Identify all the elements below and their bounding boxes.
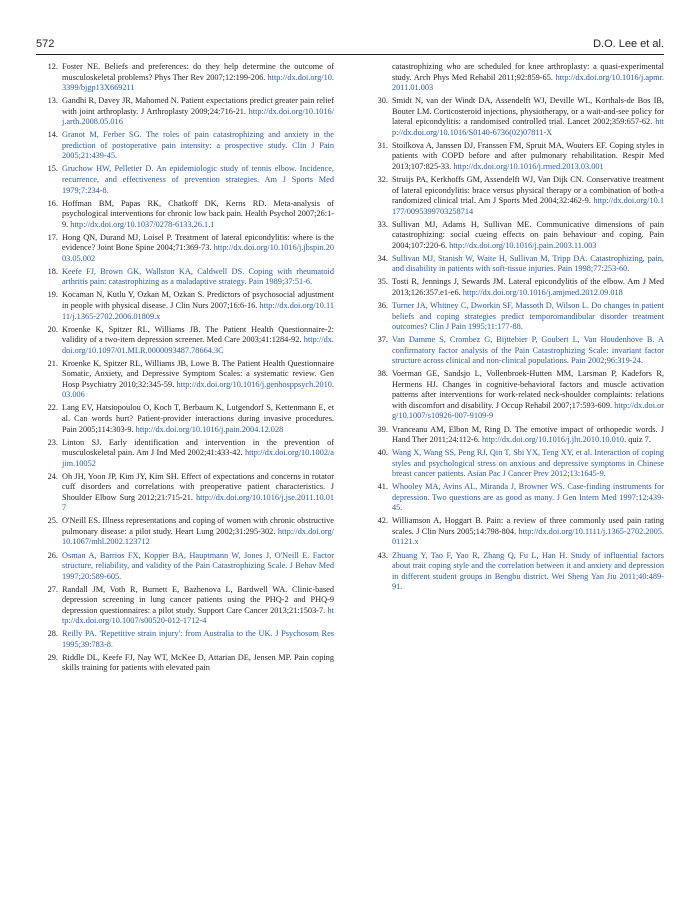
reference-item xyxy=(366,175,664,217)
reference-item xyxy=(366,516,664,548)
reference-item[interactable] xyxy=(36,629,334,650)
reference-text: Sullivan MJ, Stanish W, Waite H, Sullivan M, Tripp DA. Catastrophizing, pain, and disability in patients with soft-tissue injuries. Pain 1998;77:253-60. xyxy=(392,253,664,274)
reference-text: Osman A, Barrios FX, Kopper BA, Hauptmann W, Jones J, O'Neill E. Factor structure, reliability, and validity of the Pain Catastrophizing Scale. J Behav Med 1997;20:589-605. xyxy=(62,550,334,581)
reference-number: 35. xyxy=(377,277,388,287)
reference-item xyxy=(36,359,334,401)
doi-link[interactable]: http://dx.doi.org/10.1111/j.1365-2702.2006.01809.x xyxy=(62,300,334,321)
reference-number: 38. xyxy=(377,369,388,379)
page-number: 572 xyxy=(36,38,55,50)
doi-link[interactable]: http://dx.doi.org/10.1097/01.MLR.0000093487.78664.3C xyxy=(62,335,334,355)
reference-number: 39. xyxy=(377,424,388,434)
doi-link[interactable]: http://dx.doi.org/10.1007/s00520-012-1712-4 xyxy=(62,605,334,626)
reference-text: Kroenke K, Spitzer RL, Williams JB, Lowe B. The Patient Health Questionnaire Somatic, Anxiety, and Depressive Symptom Scales: a systematic review. Gen Hosp Psychiatry 2010;32:345-59. xyxy=(62,358,334,389)
reference-number: 41. xyxy=(377,482,388,492)
reference-number: 29. xyxy=(47,652,58,662)
doi-link[interactable]: http://dx.doi.org/10.1016/j.jbspin.2003.05.002 xyxy=(62,243,334,263)
reference-item[interactable] xyxy=(36,130,334,162)
reference-text: Foster NE. Beliefs and preferences: do they help determine the outcome of musculoskeletal problems? Phys Ther Rev 2007;12:199-206. xyxy=(62,62,334,82)
references-column-left xyxy=(36,62,334,677)
reference-text: Gandhi R, Davey JR, Mahomed N. Patient expectations predict greater pain relief with joint arthroplasty. J Arthroplasty 2009;24:716-21. xyxy=(62,96,334,116)
reference-text: Zhuang Y, Tao F, Yao R, Zhang Q, Fu L, Han H. Study of influential factors about trait coping style and the correlation between it and anxiety and depression in different student groups in Bengbu district. Wei Sheng Yan Jiu 2011;40:489-91. xyxy=(392,550,664,592)
reference-item xyxy=(36,472,334,514)
reference-item xyxy=(366,425,664,446)
reference-item xyxy=(366,369,664,422)
reference-text: Randall JM, Voth R, Burnett E, Bazhenova L, Bardwell WA. Clinic-based depression screening in lung cancer patients using the PHQ-2 and PHQ-9 depression questionnaires: a pilot study. Support Care Cancer 2013;21:1503-7. xyxy=(62,584,334,615)
reference-number: 23. xyxy=(47,437,58,447)
doi-link[interactable]: http://dx.doi.org/10.1016/j.pain.2003.11.003 xyxy=(449,240,597,250)
reference-text: Riddle DL, Keefe FJ, Nay WT, McKee D, Attarian DE, Jensen MP. Pain coping skills training for patients with elevated pain xyxy=(62,652,334,673)
reference-number: 12. xyxy=(47,62,58,71)
reference-item[interactable] xyxy=(366,448,664,480)
reference-item xyxy=(36,403,334,435)
reference-text: Turner JA, Whitney C, Dworkin SF, Massoth D, Wilson L. Do changes in patient beliefs and coping strategies predict temporomandibular disorder treatment outcomes? Clin J Pain 1995;11:177-88. xyxy=(392,300,664,332)
doi-link[interactable]: http://dx.doi.org/10.1007/s10926-007-9109-9 xyxy=(392,400,664,421)
doi-link[interactable]: http://dx.doi.org/10.1016/j.genhosppsych.2010.03.006 xyxy=(62,379,334,400)
reference-item xyxy=(36,290,334,322)
reference-number: 18. xyxy=(47,266,58,276)
reference-number: 42. xyxy=(377,516,388,526)
reference-number: 21. xyxy=(47,358,58,368)
reference-text: Hoffman BM, Papas RK, Chatkoff DK, Kerns RD. Meta-analysis of psychological interventions for chronic low back pain. Health Psychol 2007;26:1-9. xyxy=(62,198,334,229)
reference-number: 31. xyxy=(377,140,388,150)
reference-text: Oh JH, Yoon JP, Kim JY, Kim SH. Effect of expectations and concerns in rotator cuff disorders and correlations with preoperative patient characteristics. J Shoulder Elbow Surg 2012;21:715-21. xyxy=(62,471,334,502)
reference-text: Sullivan MJ, Adams H, Sullivan ME. Communicative dimensions of pain catastrophizing: social cueing effects on pain behaviour and coping. Pain 2004;107:220-6. xyxy=(392,219,664,250)
reference-text: Voerman GE, Sandsjo L, Vollenbroek-Hutten MM, Larsman P, Kadefors R, Hermens HJ. Changes in cognitive-behavioral factors and muscle activation patterns after interventions for work-related neck-shoulder complaints: relations with discomfort and disability. J Occup Rehabil 2007;17:593-609. xyxy=(392,369,664,410)
reference-item[interactable] xyxy=(366,301,664,333)
reference-number: 43. xyxy=(377,550,388,560)
reference-item xyxy=(36,199,334,231)
reference-number: 15. xyxy=(47,164,58,174)
reference-item[interactable] xyxy=(366,254,664,275)
reference-text: Tosti R, Jennings J, Sewards JM. Lateral epicondylitis of the elbow. Am J Med 2013;126:357.e1-e6. xyxy=(392,277,664,297)
reference-item xyxy=(36,233,334,265)
reference-number: 20. xyxy=(47,324,58,334)
reference-item[interactable] xyxy=(366,551,664,593)
doi-link[interactable]: http://dx.doi.org/10.3399/bjgp13X669211 xyxy=(62,72,334,93)
reference-number: 34. xyxy=(377,253,388,263)
reference-item xyxy=(36,325,334,357)
reference-text: Keefe FJ, Brown GK, Wallston KA, Caldwell DS. Coping with rheumatoid arthritis pain: catastrophizing as a maladaptive strategy. Pain 1989;37:51-6. xyxy=(62,266,334,287)
reference-item xyxy=(366,141,664,173)
reference-number: 36. xyxy=(377,300,388,310)
doi-link[interactable]: http://dx.doi.org/10.1037/0278-6133.26.1.1 xyxy=(70,219,215,229)
reference-text: Granot M, Ferber SG. The roles of pain catastrophizing and anxiety in the prediction of postoperative pain intensity: a prospective study. Clin J Pain 2005;21:439-45. xyxy=(62,130,334,161)
reference-text: Lang EV, Hatsiopoulou O, Koch T, Berbaum K, Lutgendorf S, Kettenmann E, et al. Can words hurt? Patient-provider interactions during invasive procedures. Pain 2005;114:303-9. xyxy=(62,403,334,434)
reference-number: 24. xyxy=(47,471,58,481)
reference-text: Vranceanu AM, Elbon M, Ring D. The emotive impact of orthopedic words. J Hand Ther 2011;24:112-6. xyxy=(392,424,664,445)
reference-text: catastrophizing who are scheduled for knee arthroplasty: a quasi-experimental study. Arch Phys Med Rehabil 2011;92:859-65. xyxy=(392,62,664,82)
reference-number: 30. xyxy=(377,96,388,106)
doi-link[interactable]: http://dx.doi.org/10.1177/0095399703258714 xyxy=(392,196,664,216)
reference-number: 16. xyxy=(47,198,58,208)
reference-text: Kroenke K, Spitzer RL, Williams JB. The Patient Health Questionnaire-2: validity of a two-item depression screener. Med Care 2003;41:1284-92. xyxy=(62,324,334,345)
reference-text: Van Damme S, Crombez G, Bijttebier P, Goubert L, Van Houdenhove B. A confirmatory factor analysis of the Pain Catastrophizing Scale: invariant factor structure across clinical and non-clinical populations. Pain 2002;96:319-24. xyxy=(392,335,664,366)
reference-text: Reilly PA. 'Repetitive strain injury': from Australia to the UK. J Psychosom Res 1995;39:783-8. xyxy=(62,629,334,649)
reference-item[interactable] xyxy=(36,551,334,583)
doi-link[interactable]: http://dx.doi.org/10.1111/j.1365-2702.2005.01121.x xyxy=(392,526,664,547)
reference-item xyxy=(36,516,334,548)
reference-number: 40. xyxy=(377,448,388,458)
reference-number: 22. xyxy=(47,403,58,413)
reference-item xyxy=(366,62,664,94)
reference-item xyxy=(36,96,334,128)
doi-link[interactable]: http://dx.doi.org/10.1016/j.arth.2008.05.016 xyxy=(62,106,334,127)
reference-number: 17. xyxy=(47,232,58,242)
reference-text: Hong QN, Durand MJ, Loisel P. Treatment of lateral epicondylitis: where is the evidence? Joint Bone Spine 2004;71:369-73. xyxy=(62,232,334,253)
reference-text: Linton SJ. Early identification and intervention in the prevention of musculoskeletal pain. Am J Ind Med 2002;41:433-42. xyxy=(62,437,334,458)
reference-text: Stoilkova A, Janssen DJ, Franssen FM, Spruit MA, Wouters EF. Coping styles in patients with COPD before and after pulmonary rehabilitation. Respir Med 2013;107:825-33. xyxy=(392,140,664,171)
reference-number: 32. xyxy=(377,174,388,184)
reference-text: Whooley MA, Avins AL, Miranda J, Browner WS. Case-finding instruments for depression. Two questions are as good as many. J Gen Intern Med 1997;12:439-45. xyxy=(392,482,664,513)
reference-item xyxy=(366,277,664,298)
reference-text: O'Neill ES. Illness representations and coping of women with chronic obstructive pulmonary disease: a pilot study. Heart Lung 2002;31:295-302. xyxy=(62,516,334,536)
reference-item xyxy=(366,220,664,252)
reference-number: 27. xyxy=(47,584,58,594)
reference-item xyxy=(366,96,664,138)
reference-text: Kocaman N, Kutlu Y, Ozkan M, Ozkan S. Predictors of psychosocial adjustment in people with physical disease. J Clin Nurs 2007;16:6-16. xyxy=(62,290,334,310)
doi-link[interactable]: http://dx.doi.org/10.1016/j.pain.2004.12.028 xyxy=(135,424,284,434)
reference-item[interactable] xyxy=(36,267,334,288)
header-rule xyxy=(36,54,664,55)
doi-link[interactable]: http://dx.doi.org/10.1016/j.amjmed.2012.09.018 xyxy=(462,287,623,297)
reference-item xyxy=(36,653,334,674)
doi-link[interactable]: http://dx.doi.org/10.1016/j.jse.2011.10.017 xyxy=(62,492,334,513)
reference-item xyxy=(36,585,334,627)
reference-item xyxy=(36,62,334,94)
reference-item[interactable] xyxy=(36,164,334,196)
reference-text: Williamson A, Hoggart B. Pain: a review of three commonly used pain rating scales. J Clin Nurs 2005;14:798-804. xyxy=(392,516,664,536)
reference-number: 19. xyxy=(47,290,58,300)
reference-text: Gruchow HW, Pelletier D. An epidemiologic study of tennis elbow. Incidence, recurrence, and effectiveness of prevention strategies. Am J Sports Med 1979;7:234-8. xyxy=(62,164,334,195)
reference-number: 26. xyxy=(47,550,58,560)
reference-text: Struijs PA, Kerkhoffs GM, Assendelft WJ, Van Dijk CN. Conservative treatment of lateral epicondylitis: brace versus physical therapy or a combination of both-a randomized clinical trial. Am J Sports Med 2004;32:462-9. xyxy=(392,174,664,206)
doi-link[interactable]: http://dx.doi.org/10.1016/j.rmed.2013.03.001 xyxy=(453,161,604,171)
reference-number: 33. xyxy=(377,219,388,229)
reference-text: Smidt N, van der Windt DA, Assendelft WJ, Deville WL, Korthals-de Bos IB, Bouter LM. Corticosteroid injections, physiotherapy, or a wait-and-see policy for lateral epicondylitis: a randomised controlled trial. Lancet 2002;359:657-62. xyxy=(392,96,664,127)
reference-number: 25. xyxy=(47,516,58,526)
reference-item[interactable] xyxy=(366,335,664,367)
doi-link[interactable]: http://dx.doi.org/10.1016/j.jht.2010.10.010 xyxy=(482,435,625,445)
doi-link[interactable]: http://dx.doi.org/10.1016/S0140-6736(02)07811-X xyxy=(392,117,664,137)
doi-link[interactable]: http://dx.doi.org/10.1016/j.apmr.2011.01.003 xyxy=(392,72,664,93)
doi-link[interactable]: http://dx.doi.org/10.1067/mhl.2002.123712 xyxy=(62,526,334,547)
reference-number: 28. xyxy=(47,629,58,639)
reference-item xyxy=(36,438,334,470)
references-column-right xyxy=(366,62,664,595)
reference-number: 13. xyxy=(47,96,58,106)
running-authors: D.O. Lee et al. xyxy=(593,38,664,50)
reference-number: 37. xyxy=(377,335,388,345)
reference-tail: . quiz 7. xyxy=(624,435,651,445)
reference-text: Wang X, Wang SS, Peng RJ, Qin T, Shi YX, Teng XY, et al. Interaction of coping styles and psychological stress on anxious and depressive symptoms in Chinese breast cancer patients. Asian Pac J Cancer Prev 2012;13:1645-9. xyxy=(392,448,664,479)
doi-link[interactable]: http://dx.doi.org/10.1002/ajim.10052 xyxy=(62,448,334,468)
reference-number: 14. xyxy=(47,130,58,140)
reference-item[interactable] xyxy=(366,482,664,514)
